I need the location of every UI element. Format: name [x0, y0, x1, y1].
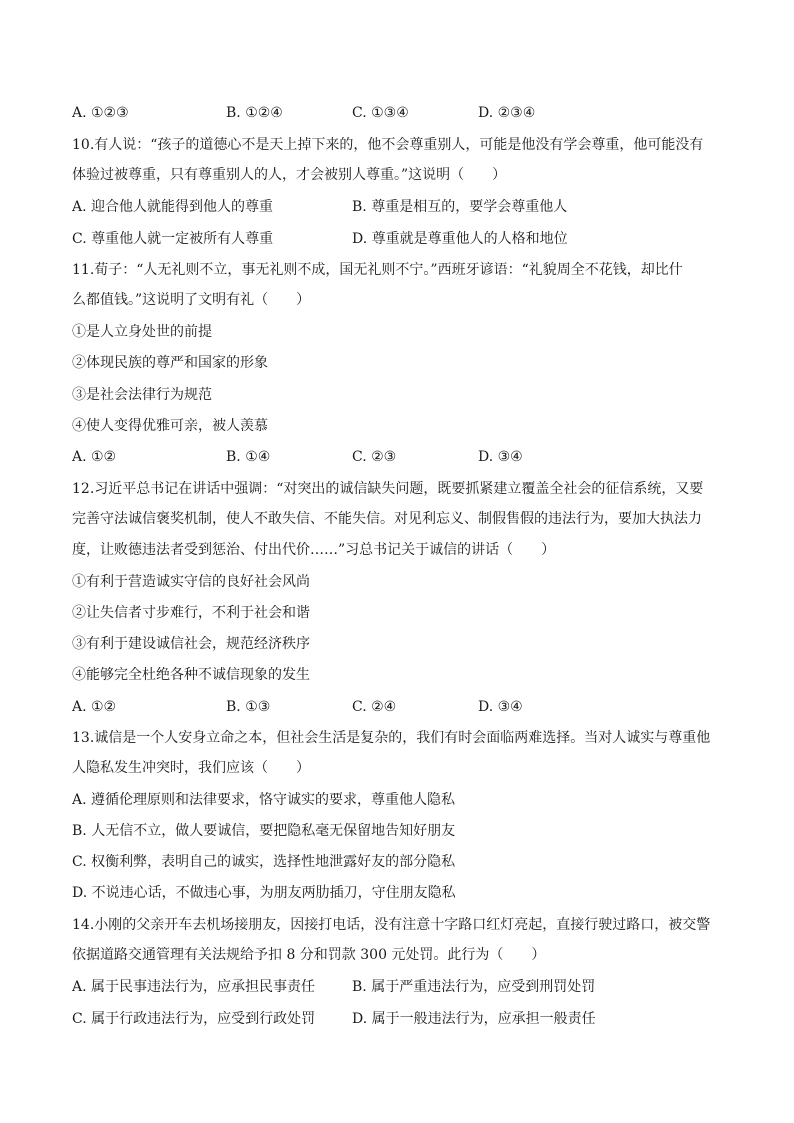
q12-option-a: A. ①②: [72, 699, 117, 715]
q11-stem-line-2: 么都值钱。”这说明了文明有礼（ ）: [72, 292, 311, 308]
q10-option-a: A. 迎合他人就能得到他人的尊重: [72, 199, 274, 215]
q11-option-a: A. ①②: [72, 449, 117, 465]
q9-option-b: B. ①②④: [226, 105, 283, 121]
q14-option-b: B. 属于严重违法行为，应受到刑罚处罚: [352, 979, 596, 995]
q12-item-4: ④能够完全杜绝各种不诚信现象的发生: [72, 667, 310, 683]
q12-item-3: ③有利于建设诚信社会，规范经济秩序: [72, 636, 310, 652]
q11-item-1: ①是人立身处世的前提: [72, 324, 212, 340]
q12-item-1: ①有利于营造诚实守信的良好社会风尚: [72, 574, 310, 590]
q10-option-b: B. 尊重是相互的，要学会尊重他人: [352, 199, 568, 215]
q13-stem-line-1: 13.诚信是一个人安身立命之本，但社会生活是复杂的，我们有时会面临两难选择。当对人诚实与尊重他: [72, 730, 711, 746]
q11-option-b: B. ①④: [226, 449, 271, 465]
q10-stem-line-1: 10.有人说：“孩子的道德心不是天上掉下来的，他不会尊重别人，可能是他没有学会尊重，他可能没有: [72, 137, 704, 153]
q11-item-2: ②体现民族的尊严和国家的形象: [72, 355, 268, 371]
q12-item-2: ②让失信者寸步难行，不利于社会和谐: [72, 605, 310, 621]
q10-option-c: C. 尊重他人就一定被所有人尊重: [72, 231, 274, 247]
q12-stem-line-3: 度，让败德违法者受到惩治、付出代价……”习总书记关于诚信的讲话（ ）: [72, 542, 556, 558]
q13-stem-line-2: 人隐私发生冲突时，我们应该（ ）: [72, 760, 310, 776]
q14-stem-line-1: 14.小刚的父亲开车去机场接朋友，因接打电话，没有注意十字路口红灯亮起，直接行驶过路口，被交警: [72, 917, 711, 933]
q12-option-b: B. ①③: [226, 699, 271, 715]
q12-option-d: D. ③④: [478, 699, 523, 715]
q12-option-c: C. ②④: [352, 699, 397, 715]
q10-option-d: D. 尊重就是尊重他人的人格和地位: [352, 231, 568, 247]
q11-item-3: ③是社会法律行为规范: [72, 387, 212, 403]
q14-option-a: A. 属于民事违法行为，应承担民事责任: [72, 979, 316, 995]
q9-option-c: C. ①③④: [352, 105, 409, 121]
q11-option-c: C. ②③: [352, 449, 397, 465]
q9-option-d: D. ②③④: [478, 105, 536, 121]
q11-stem-line-1: 11.荀子：“人无礼则不立，事无礼则不成，国无礼则不宁。”西班牙谚语：“礼貌周全不花钱，却比什: [72, 262, 683, 278]
q12-stem-line-1: 12.习近平总书记在讲话中强调：“对突出的诚信缺失问题，既要抓紧建立覆盖全社会的征信系统，又要: [72, 481, 704, 497]
q11-item-4: ④使人变得优雅可亲，被人羡慕: [72, 418, 268, 434]
q13-option-b: B. 人无信不立，做人要诚信，要把隐私毫无保留地告知好朋友: [72, 823, 456, 839]
q14-option-d: D. 属于一般违法行为，应承担一般责任: [352, 1011, 596, 1027]
q13-option-d: D. 不说违心话，不做违心事，为朋友两肋插刀，守住朋友隐私: [72, 885, 456, 901]
q14-option-c: C. 属于行政违法行为，应受到行政处罚: [72, 1011, 316, 1027]
q13-option-a: A. 遵循伦理原则和法律要求，恪守诚实的要求，尊重他人隐私: [72, 792, 456, 808]
q14-stem-line-2: 依据道路交通管理有关法规给予扣 8 分和罚款 300 元处罚。此行为（ ）: [72, 947, 546, 963]
q13-option-c: C. 权衡利弊，表明自己的诚实，选择性地泄露好友的部分隐私: [72, 854, 456, 870]
q10-stem-line-2: 体验过被尊重，只有尊重别人的人，才会被别人尊重。”这说明（ ）: [72, 167, 507, 183]
q9-option-a: A. ①②③: [72, 105, 129, 121]
q11-option-d: D. ③④: [478, 449, 523, 465]
q12-stem-line-2: 完善守法诚信褒奖机制，使人不敢失信、不能失信。对见利忘义、制假售假的违法行为，要加大执法力: [72, 511, 702, 527]
